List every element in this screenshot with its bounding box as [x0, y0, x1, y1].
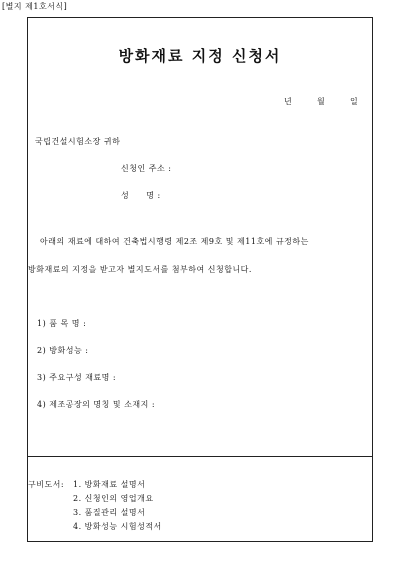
body-text-line-2: 방화재료의 지정을 받고자 별지도서를 첨부하여 신청합니다. [28, 265, 252, 274]
attachment-item: 1. 방화재료 설명서 [73, 480, 146, 489]
addressee: 국립건설시험소장 귀하 [35, 137, 121, 146]
item-product-name: 1) 품 목 명 : [37, 319, 87, 328]
applicant-address-field: 신청인 주소 : [121, 164, 172, 173]
date-month-label: 월 [317, 97, 325, 106]
date-day-label: 일 [350, 97, 358, 106]
item-fire-performance: 2) 방화성능 : [37, 346, 89, 355]
form-title: 방화재료 지정 신청서 [118, 47, 282, 65]
attachment-item: 3. 품질관리 설명서 [73, 508, 146, 517]
item-main-materials: 3) 주요구성 재료명 : [37, 373, 117, 382]
applicant-name-field: 성 명 : [121, 191, 161, 200]
application-form [27, 17, 373, 542]
form-number-label: [별지 제1호서식] [2, 2, 68, 11]
body-text-line-1: 아래의 재료에 대하여 건축법시행령 제2조 제9호 및 제11호에 규정하는 [40, 237, 309, 246]
item-factory-info: 4) 제조공장의 명칭 및 소재지 : [37, 400, 156, 409]
attachments-label: 구비도서: [28, 480, 65, 489]
section-divider [28, 456, 372, 457]
attachment-item: 4. 방화성능 시험성적서 [73, 522, 162, 531]
date-year-label: 년 [284, 97, 292, 106]
attachment-item: 2. 신청인의 영업개요 [73, 494, 154, 503]
